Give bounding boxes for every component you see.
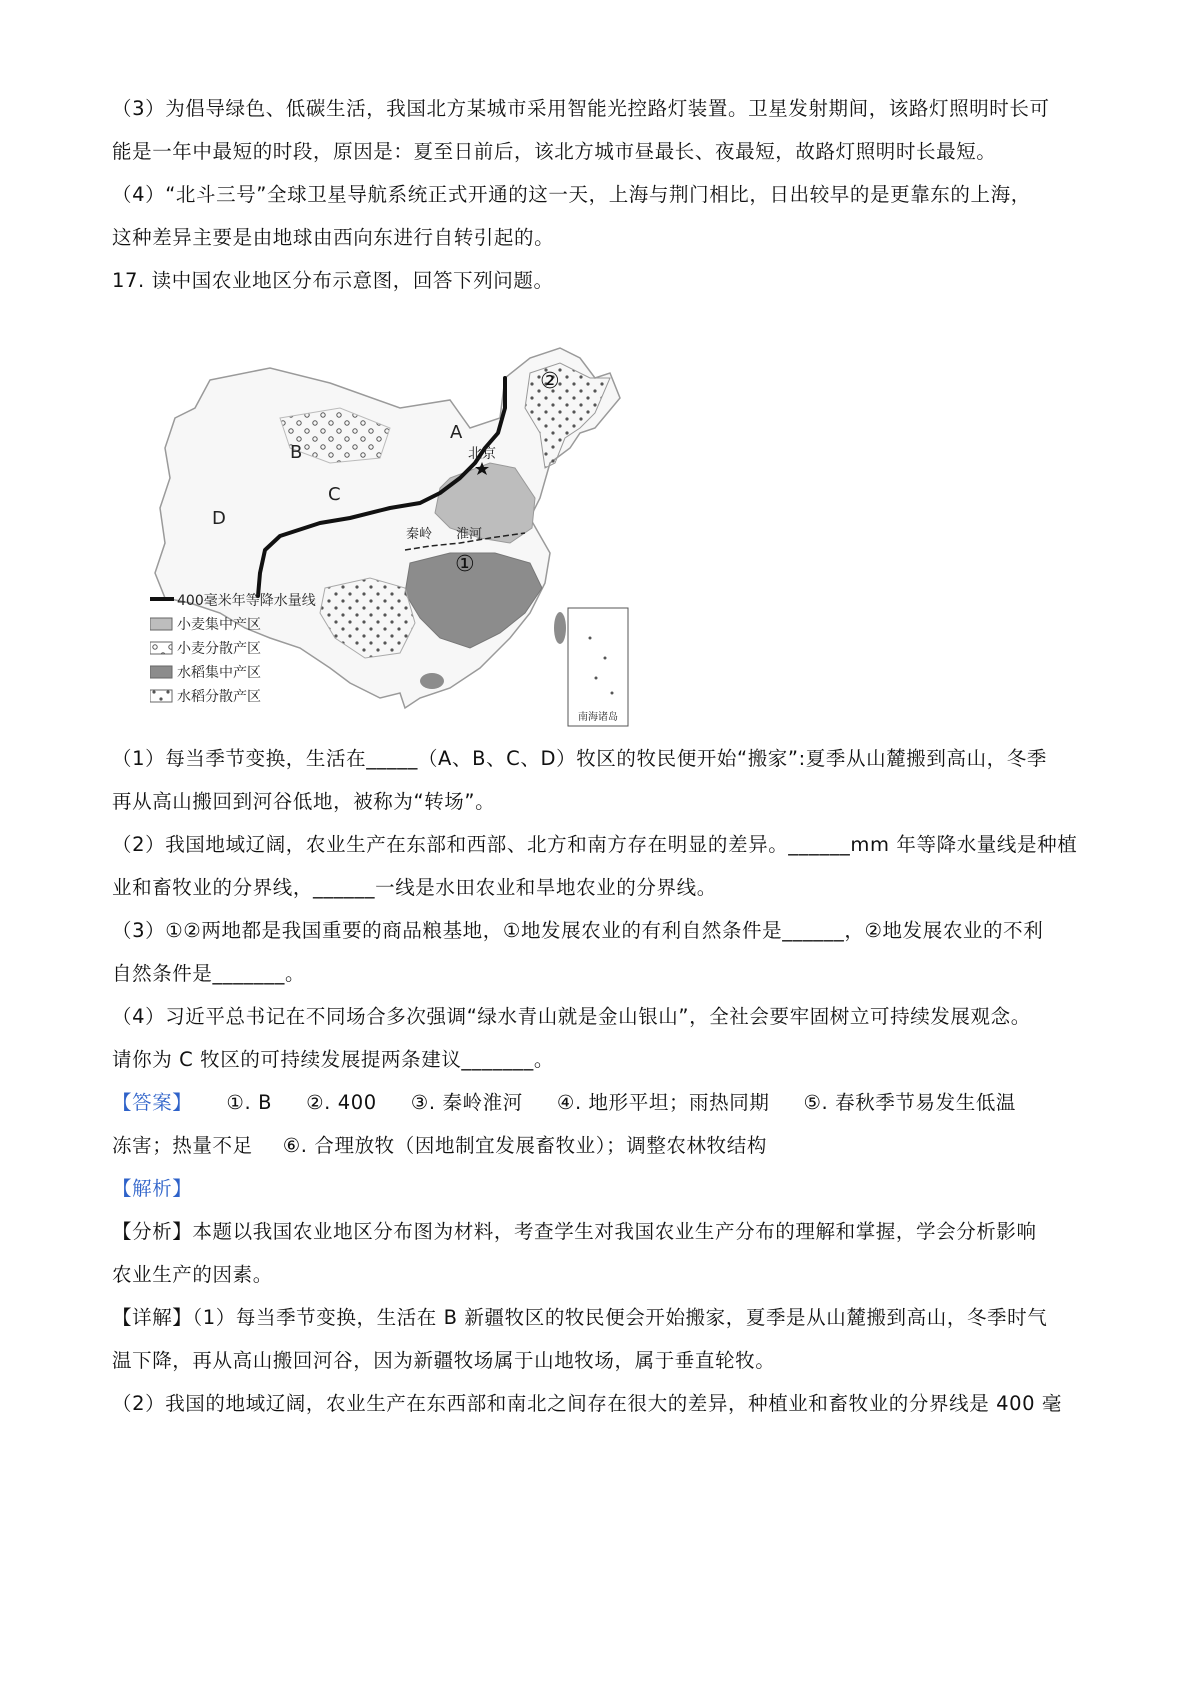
legend-label-rice-concentrated: 水稻集中产区 xyxy=(177,665,261,681)
map-label-b: B xyxy=(290,442,303,463)
legend-label-wheat-scattered: 小麦分散产区 xyxy=(177,641,261,657)
q16-part3-line1: （3）为倡导绿色、低碳生活，我国北方某城市采用智能光控路灯装置。卫星发射期间，该路灯照明时长可 xyxy=(112,97,1050,120)
q17-sub2-line2: 业和畜牧业的分界线，______一线是水田农业和旱地农业的分界线。 xyxy=(112,876,717,899)
answer-5: ⑤. 春秋季节易发生低温 xyxy=(803,1091,1017,1114)
q17-sub4-line1: （4）习近平总书记在不同场合多次强调“绿水青山就是金山银山”，全社会要牢固树立可持续发展观念。 xyxy=(112,1005,1031,1028)
legend-wheat-concentrated-swatch xyxy=(150,618,172,630)
hainan-shape xyxy=(420,673,444,689)
map-label-beijing: 北京 xyxy=(468,446,496,462)
fenxi-line2: 农业生产的因素。 xyxy=(112,1263,273,1286)
q17-sub4-line2: 请你为 C 牧区的可持续发展提两条建议_______。 xyxy=(112,1048,554,1071)
legend-rice-scattered-swatch xyxy=(150,690,172,702)
q16-part4-line1: （4）“北斗三号”全球卫星导航系统正式开通的这一天，上海与荆门相比，日出较早的是更靠东的上海， xyxy=(112,183,1031,206)
map-label-d: D xyxy=(212,508,226,529)
answer-label: 【答案】 xyxy=(112,1091,193,1114)
agriculture-map xyxy=(150,338,800,778)
xiangjie-text: （1）每当季节变换，生活在 B 新疆牧区的牧民便会开始搬家，夏季是从山麓搬到高山，冬季时气 xyxy=(192,1306,1048,1329)
answer-6: ⑥. 合理放牧（因地制宜发展畜牧业）；调整农林牧结构 xyxy=(282,1134,767,1157)
q17-sub2-line1: （2）我国地域辽阔，农业生产在东部和西部、北方和南方存在明显的差异。______mm 年等降水量线是种植 xyxy=(112,833,1078,856)
map-inset-label: 南海诸岛 xyxy=(578,712,618,723)
xiangjie-label: 【详解】 xyxy=(112,1306,193,1329)
legend-rice-concentrated-swatch xyxy=(150,666,172,678)
fenxi-text: 本题以我国农业地区分布图为材料，考查学生对我国农业生产分布的理解和掌握，学会分析影响 xyxy=(192,1220,1037,1243)
xiangjie-line2: 温下降，再从高山搬回河谷，因为新疆牧场属于山地牧场，属于垂直轮牧。 xyxy=(112,1349,776,1372)
answer-line1 xyxy=(112,1088,1016,1118)
map-marker-1: ① xyxy=(455,552,475,577)
q17-sub1-line1: （1）每当季节变换，生活在_____（A、B、C、D）牧区的牧民便开始“搬家”:夏季从山麓搬到高山，冬季 xyxy=(112,747,1047,770)
map-legend xyxy=(150,592,316,705)
xiangjie-line1 xyxy=(112,1303,1047,1333)
answer-4: ④. 地形平坦；雨热同期 xyxy=(556,1091,770,1114)
answer-1: ①. B xyxy=(226,1091,273,1114)
fenxi-line1 xyxy=(112,1217,1037,1247)
q17-stem: 17. 读中国农业地区分布示意图，回答下列问题。 xyxy=(112,269,554,292)
legend-label-rice-scattered: 水稻分散产区 xyxy=(177,689,261,705)
south-china-sea-inset xyxy=(568,608,628,726)
legend-wheat-scattered-swatch xyxy=(150,642,172,654)
map-label-huaihe: 淮河 xyxy=(456,527,483,542)
map-marker-2: ② xyxy=(540,369,560,394)
answer-line2 xyxy=(112,1131,767,1161)
map-label-qinling: 秦岭 xyxy=(406,527,433,542)
taiwan-shape xyxy=(554,612,566,644)
answer-2: ②. 400 xyxy=(306,1091,377,1114)
legend-label-isohyet: 400毫米年等降水量线 xyxy=(177,593,316,609)
q17-sub3-line2: 自然条件是_______。 xyxy=(112,962,306,985)
legend-label-wheat-concentrated: 小麦集中产区 xyxy=(177,617,261,633)
q17-sub3-line1: （3）①②两地都是我国重要的商品粮基地，①地发展农业的有利自然条件是______，②地发展农业的不利 xyxy=(112,919,1044,942)
q16-part3-line2: 能是一年中最短的时段，原因是：夏至日前后，该北方城市昼最长、夜最短，故路灯照明时长最短。 xyxy=(112,140,997,163)
map-label-a: A xyxy=(450,422,463,443)
xiangjie-para2: （2）我国的地域辽阔，农业生产在东西部和南北之间存在很大的差异，种植业和畜牧业的分界线是 400 毫 xyxy=(112,1392,1063,1415)
fenxi-label: 【分析】 xyxy=(112,1220,193,1243)
analysis-label: 【解析】 xyxy=(112,1177,193,1200)
answer-5-continued: 冻害；热量不足 xyxy=(112,1134,253,1157)
q16-part4-line2: 这种差异主要是由地球由西向东进行自转引起的。 xyxy=(112,226,555,249)
q17-sub1-line2: 再从高山搬回到河谷低地，被称为“转场”。 xyxy=(112,790,496,813)
answer-3: ③. 秦岭淮河 xyxy=(410,1091,523,1114)
map-label-c: C xyxy=(328,484,341,505)
